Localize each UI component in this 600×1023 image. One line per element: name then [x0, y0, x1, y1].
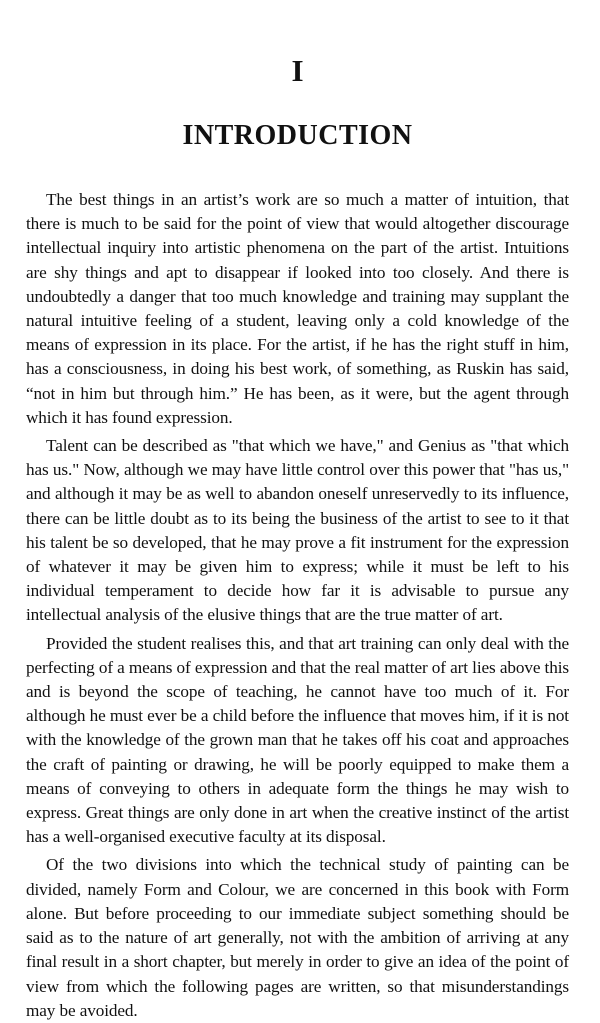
paragraph: Talent can be described as "that which we have," and Genius as "that which has us." Now, although we may have little control over this power that "has us," and although it may be as well to abandon oneself unreservedly to its influence, there can be little doubt as to its being the business of the artist to see to it that his talent be so developed, that he may prove a fit instrument for the expression of whatever it may be given him to express; while it must be left to his individual temperament to decide how far it is advisable to pursue any intellectual analysis of the elusive things that are the true matter of art. — [26, 436, 569, 625]
chapter-body — [26, 188, 569, 1023]
paragraph: The best things in an artist’s work are so much a matter of intuition, that there is much to be said for the point of view that would altogether discourage intellectual inquiry into artistic phenomena on the part of the artist. Intuitions are shy things and apt to disappear if looked into too closely. And there is undoubtedly a danger that too much knowledge and training may supplant the natural intuitive feeling of a student, leaving only a cold knowledge of the means of expression in its place. For the artist, if he has the right stuff in him, has a consciousness, in doing his best work, of something, as Ruskin has said, “not in him but through him.” He has been, as it were, but the agent through which it has found expression. — [26, 190, 569, 427]
paragraph: Provided the student realises this, and that art training can only deal with the perfecting of a means of expression and that the real matter of art lies above this and is beyond the scope of teaching, he cannot have too much of it. For although he must ever be a child before the influence that moves him, if it is not with the knowledge of the grown man that he takes off his coat and approaches the craft of painting or drawing, he will be poorly equipped to make them a means of conveying to others in adequate form the things he may wish to express. Great things are only done in art when the creative instinct of the artist has a well-organised executive faculty at its disposal. — [26, 633, 569, 847]
chapter-number: I — [291, 53, 304, 88]
chapter-title: INTRODUCTION — [182, 120, 413, 151]
paragraph: Of the two divisions into which the technical study of painting can be divided, namely Form and Colour, we are concerned in this book with Form alone. But before proceeding to our immediate subject something should be said as to the nature of art generally, not with the ambition of arriving at any final result in a short chapter, but merely in order to give an idea of the point of view from which the following pages are written, so that misunderstandings may be avoided. — [26, 855, 569, 1020]
